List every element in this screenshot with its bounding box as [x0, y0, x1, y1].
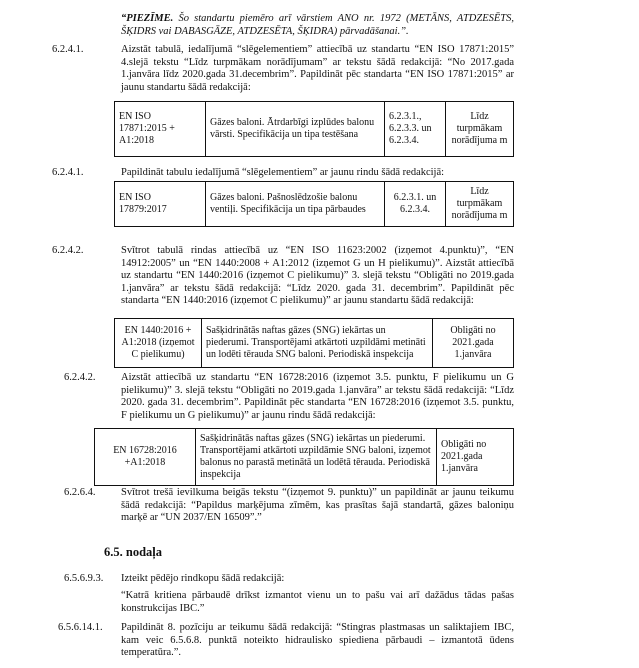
validity-cell: Līdz turpmākam norādījuma m — [446, 102, 514, 157]
item-text: Papildināt tabulu iedalījumā “slēgelementiem” ar jaunu rindu šādā redakcijā: — [121, 167, 445, 178]
note-text: Šo standartu piemēro arī vārstiem ANO nr. 1972 (METĀNS, ATDZESĒTS, ŠĶIDRS vai DABASGĀZE, ATDZESĒTA, ŠĶIDRA) pārvadāšanai.”. — [121, 13, 514, 37]
standard-cell: EN ISO 17871:2015 + A1:2018 — [115, 102, 206, 157]
note-paragraph — [121, 13, 514, 38]
standards-table-2 — [114, 181, 514, 227]
quote-paragraph: “Katrā kritiena pārbaudē drīkst izmantot vienu un to pašu vai arī dažādus tādas pašas konstrukcijas IBC.” — [121, 590, 514, 614]
validity-cell: Obligāti no 2021.gada 1.janvāra — [433, 319, 514, 368]
item-number: 6.2.4.2. — [52, 245, 84, 256]
validity-cell: Obligāti no 2021.gada 1.janvāra — [437, 429, 514, 486]
item-number: 6.2.4.1. — [52, 44, 84, 55]
refs-cell: 6.2.3.1. un 6.2.3.4. — [385, 182, 446, 227]
item-text: Svītrot trešā ievilkuma beigās tekstu “(izņemot 9. punktu)” un papildināt ar jaunu teikumu šādā redakcijā: “Papildus marķējuma zīmēm, kas prasītas šajā standartā, gāzes baloniņu marķē ar “UN 2037/EN 16509”.” — [121, 487, 514, 524]
table-row — [115, 182, 514, 227]
item-number: 6.5.6.9.3. — [64, 573, 104, 584]
item-text: Svītrot tabulā rindas attiecībā uz “EN ISO 11623:2002 (izņemot 4.punktu)”, “EN 14912:2005” un “EN 1440:2008 + A1:2012 (izņemot G un H pielikumu)”. Aizstāt attiecībā uz standartu “EN 1440:2016 (izņemot C pielikumu)” 3. slejā tekstu “Obligāti no 2019.gada 1.janvāra” ar tekstu šādā redakcijā: “Līdz 2020. gada 31. decembrim”. Papildināt pēc standarta “EN 1440:2016 (izņemot C pielikumu)” ar jaunu standartu šādā redakcijā: — [121, 245, 514, 307]
item-text: Izteikt pēdējo rindkopu šādā redakcijā: — [121, 573, 285, 584]
table-row — [95, 429, 514, 486]
description-cell: Sašķidrinātās naftas gāzes (SNG) iekārtas un piederumi. Transportējami atkārtoti uzpildāmie SNG baloni, izņemot balonus no parastā metinātā un lodētā tērauda. Periodiskā inspekcija — [196, 429, 437, 486]
description-cell: Sašķidrinātās naftas gāzes (SNG) iekārtas un piederumi. Transportējami atkārtoti uzpildāmi metināti un lodēti tērauda SNG baloni. Periodiskā inspekcija — [202, 319, 433, 368]
section-heading: 6.5. nodaļa — [104, 545, 163, 559]
item-number: 6.2.4.2. — [64, 372, 96, 383]
standards-table-1 — [114, 101, 514, 157]
description-cell: Gāzes baloni. Pašnoslēdzošie balonu ventiļi. Specifikācija un tipa pārbaudes — [206, 182, 385, 227]
standards-table-4 — [94, 428, 514, 486]
standards-table-3 — [114, 318, 514, 368]
table-row — [115, 319, 514, 368]
item-text: Papildināt 8. pozīciju ar teikumu šādā redakcijā: “Stingras plastmasas un saliktajiem IBC, kam veic 6.5.6.8. punktā noteikto hidraulisko spiediena pārbaudi – izmantotā ūdens temperatūra.”. — [121, 622, 514, 659]
standard-cell: EN 1440:2016 + A1:2018 (izņemot C pielikumu) — [115, 319, 202, 368]
table-row — [115, 102, 514, 157]
note-label: “PIEZĪME. — [121, 13, 174, 24]
standard-cell: EN ISO 17879:2017 — [115, 182, 206, 227]
item-text: Aizstāt tabulā, iedalījumā “slēgelementiem” attiecībā uz standartu “EN ISO 17871:2015” 4.slejā tekstu “Līdz turpmākam norādījumam” ar tekstu šādā redakcijā: “No 2017.gada 1.janvāra līdz 2020.gada 31.decembrim”. Papildināt pēc standarta “EN ISO 17871:2015” ar jaunu standartu šādā redakcijā: — [121, 44, 514, 93]
item-number: 6.2.6.4. — [64, 487, 96, 498]
item-number: 6.2.4.1. — [52, 167, 84, 178]
description-cell: Gāzes baloni. Ātrdarbīgi izplūdes balonu vārsti. Specifikācija un tipa testēšana — [206, 102, 385, 157]
refs-cell: 6.2.3.1., 6.2.3.3. un 6.2.3.4. — [385, 102, 446, 157]
item-number: 6.5.6.14.1. — [58, 622, 103, 633]
validity-cell: Līdz turpmākam norādījuma m — [446, 182, 514, 227]
standard-cell: EN 16728:2016 +A1:2018 — [95, 429, 196, 486]
item-text: Aizstāt attiecībā uz standartu “EN 16728:2016 (izņemot 3.5. punktu, F pielikumu un G pielikumu)” 3. slejā tekstu “Obligāti no 2019.gada 1.janvāra” ar tekstu šādā redakcijā: “Līdz 2020. gada 31. decembrim”. Papildināt pēc standarta “EN 16728:2016 (izņemot 3.5. punktu, F pielikumu un G pielikumu)” ar jaunu rindu šādā redakcijā: — [121, 372, 514, 421]
